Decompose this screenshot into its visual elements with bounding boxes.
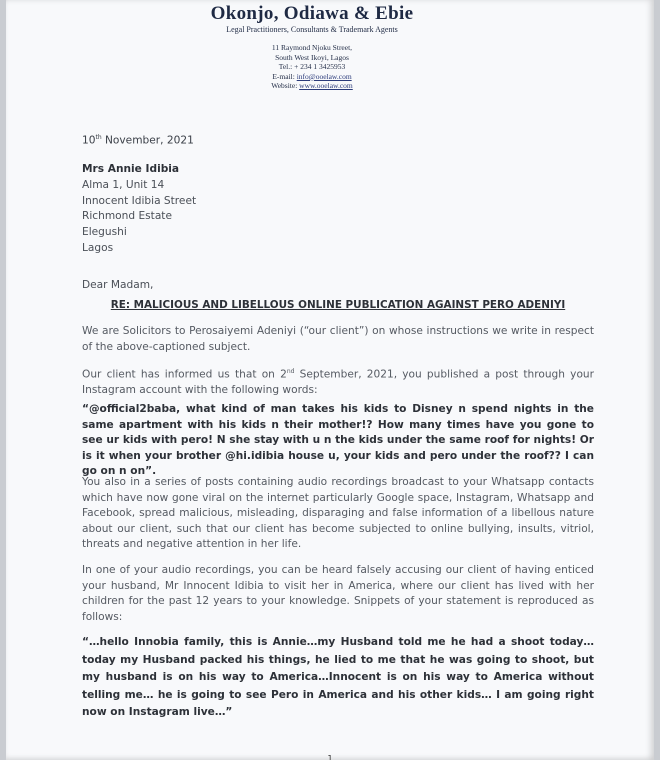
website-label: Website: xyxy=(271,81,298,91)
paragraph-2-sup: nd xyxy=(286,368,295,375)
address-line: South West Ikoyi, Lagos xyxy=(275,52,349,62)
paragraph-1: We are Solicitors to Perosaiyemi Adeniyi (“our client”) on whose instructions we write in respect of the above-captioned subject. xyxy=(82,325,594,353)
email-label: E-mail: xyxy=(272,71,295,81)
paragraph-2 xyxy=(82,364,594,399)
recipient-address-line: Richmond Estate xyxy=(82,210,172,223)
date-suffix: th xyxy=(95,134,102,141)
email-line xyxy=(6,72,636,82)
firm-address xyxy=(6,43,636,91)
recipient-address-line: Lagos xyxy=(82,241,114,254)
date-rest: November, 2021 xyxy=(101,134,194,147)
recipient-block xyxy=(82,162,594,257)
website-line xyxy=(6,81,636,91)
paragraph-3: You also in a series of posts containing audio recordings broadcast to your Whatsapp contacts which have now gone viral on the internet particularly Google space, Instagram, Whatsapp and Facebook, spread malicious, misleading, disparaging and false information of a libellous nature about our client, such that our client has become subjected to online bullying, insults, vitriol, threats and negative attention in her life. xyxy=(82,476,594,550)
recipient-address-line: Innocent Idibia Street xyxy=(82,194,197,207)
recipient-address-line: Elegushi xyxy=(82,226,127,239)
paragraph-2-start: Our client has informed us that on 2 xyxy=(82,368,287,381)
quote-1: “@official2baba, what kind of man takes his kids to Disney n spend nights in the same apartment with his kids n their mother!? How many times have you gone to see ur kids with pero! N she stay with u n the kids under the same roof for nights! Or is it when your brother @hi.idibia house u, your kids and pero under the roof?? I can go on n on”. xyxy=(82,403,594,477)
recipient-address-line: Alma 1, Unit 14 xyxy=(82,178,165,191)
address-line: 11 Raymond Njoku Street, xyxy=(271,43,353,52)
subject-line: RE: MALICIOUS AND LIBELLOUS ONLINE PUBLICATION AGAINST PERO ADENIYI xyxy=(110,299,566,311)
page-number: 1 xyxy=(327,754,333,760)
website-link[interactable]: www.ooelaw.com xyxy=(299,81,353,91)
letterhead xyxy=(6,0,654,91)
paragraph-2-end: September, 2021, you published a post through your Instagram account with the following words: xyxy=(82,368,594,397)
date-day: 10 xyxy=(82,134,96,147)
firm-name: Okonjo, Odiawa & Ebie xyxy=(210,3,414,24)
quote-2: “…hello Innobia family, this is Annie…my Husband told me he had a shoot today… today my Husband packed his things, he lied to me that he was going to shoot, but my husband is on his way to America…Innocent is on his way to America without telling me… he is going to see Pero in America and his other kids… I am going right now on Instagram live…” xyxy=(82,636,594,718)
firm-tagline: Legal Practitioners, Consultants & Trademark Agents xyxy=(226,25,398,34)
telephone: Tel.: + 234 1 3425953 xyxy=(278,62,346,72)
letter-date xyxy=(82,134,594,147)
salutation: Dear Madam, xyxy=(82,279,154,291)
recipient-name: Mrs Annie Idibia xyxy=(82,163,180,175)
letter-page xyxy=(6,0,654,760)
email-link[interactable]: info@ooelaw.com xyxy=(296,71,352,81)
paragraph-4: In one of your audio recordings, you can be heard falsely accusing our client of having enticed your husband, Mr Innocent Idibia to visit her in America, where our client has lived with her children for the past 12 years to your knowledge. Snippets of your statement is reproduced as follows: xyxy=(82,564,594,623)
